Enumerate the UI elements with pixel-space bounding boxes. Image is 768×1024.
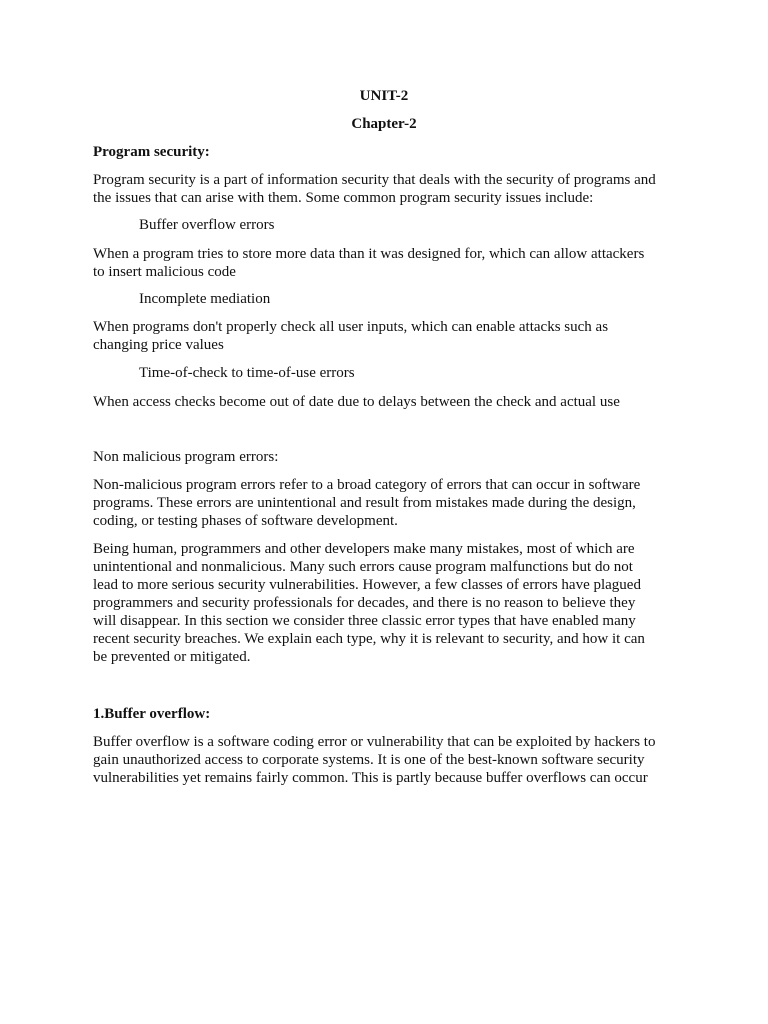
paragraph-line: will disappear. In this section we consider three classic error types that have enabled many [93,613,636,629]
item-title-buffer-overflow-errors: Buffer overflow errors [139,217,275,233]
item-title-incomplete-mediation: Incomplete mediation [139,291,271,307]
paragraph-line: the issues that can arise with them. Some common program security issues include: [93,190,594,206]
chapter-title: Chapter-2 [351,116,417,132]
paragraph-line: vulnerabilities yet remains fairly common. This is partly because buffer overflows can occur [93,770,648,786]
section-heading-buffer-overflow: 1.Buffer overflow: [93,706,211,722]
item-title-time-of-check: Time-of-check to time-of-use errors [139,365,355,381]
paragraph-line: Being human, programmers and other developers make many mistakes, most of which are [93,541,635,557]
paragraph-line: lead to more serious security vulnerabilities. However, a few classes of errors have plagued [93,577,641,593]
paragraph-line: be prevented or mitigated. [93,649,251,665]
section-heading-non-malicious: Non malicious program errors: [93,449,279,465]
unit-title: UNIT-2 [359,88,409,104]
paragraph-line: Buffer overflow is a software coding error or vulnerability that can be exploited by hackers to [93,734,656,750]
item-desc-line: to insert malicious code [93,264,236,280]
paragraph-line: Non-malicious program errors refer to a broad category of errors that can occur in software [93,477,641,493]
section-heading-program-security: Program security: [93,144,210,160]
paragraph-line: gain unauthorized access to corporate systems. It is one of the best-known software security [93,752,645,768]
paragraph-line: programmers and security professionals for decades, and there is no reason to believe they [93,595,636,611]
item-desc-line: changing price values [93,337,224,353]
item-desc-line: When programs don't properly check all user inputs, which can enable attacks such as [93,319,609,335]
item-desc-line: When a program tries to store more data than it was designed for, which can allow attackers [93,246,645,262]
item-desc-line: When access checks become out of date due to delays between the check and actual use [93,394,620,410]
paragraph-line: Program security is a part of information security that deals with the security of programs and [93,172,656,188]
paragraph-line: programs. These errors are unintentional and result from mistakes made during the design, [93,495,636,511]
paragraph-line: recent security breaches. We explain each type, why it is relevant to security, and how it can [93,631,645,647]
paragraph-line: coding, or testing phases of software development. [93,513,398,529]
paragraph-line: unintentional and nonmalicious. Many such errors cause program malfunctions but do not [93,559,633,575]
